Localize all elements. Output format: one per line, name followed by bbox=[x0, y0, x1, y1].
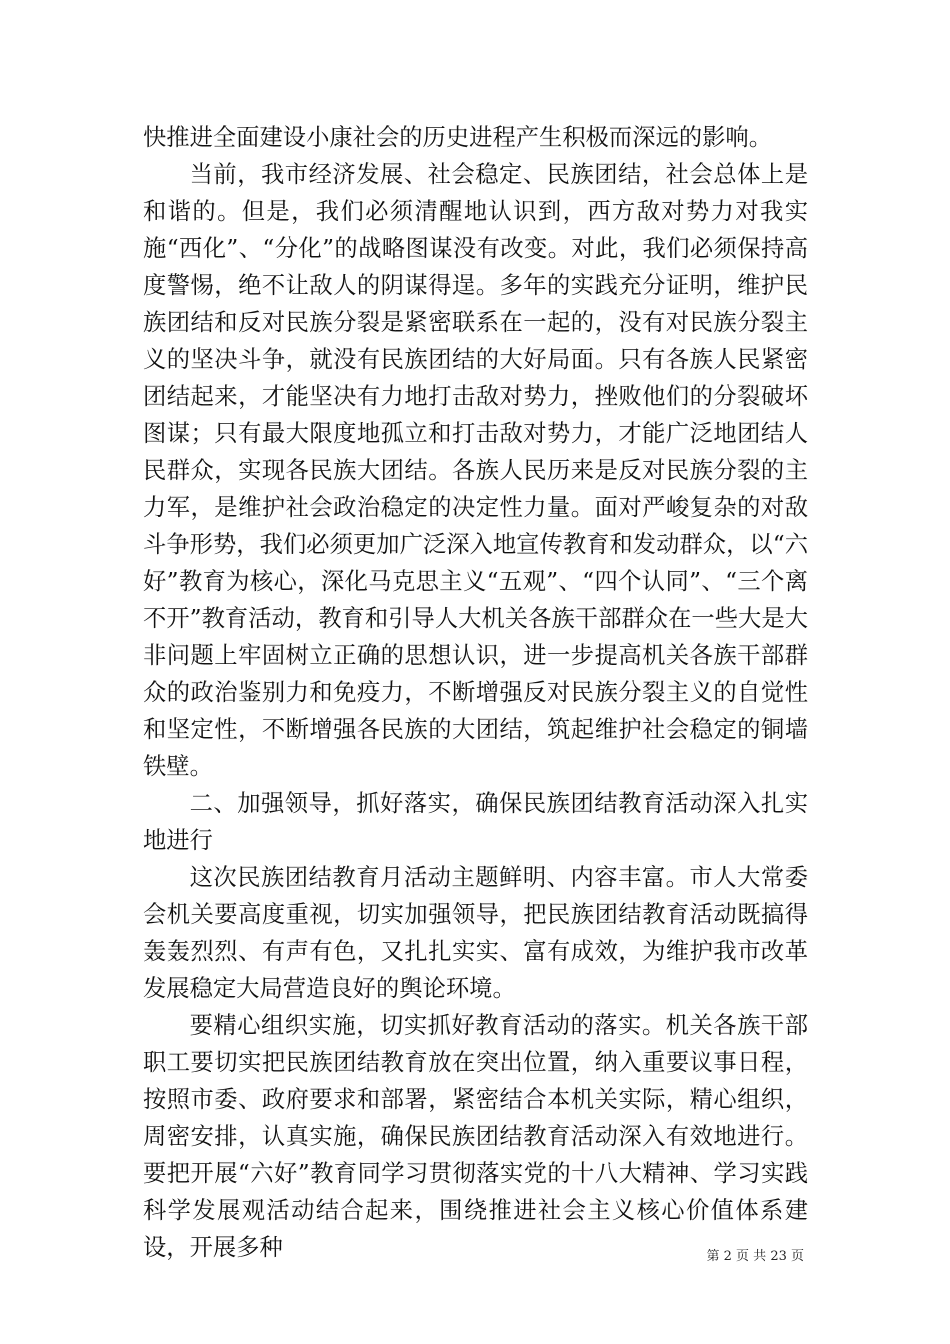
document-body bbox=[143, 119, 808, 1266]
section-heading-two: 二、加强领导，抓好落实，确保民族团结教育活动深入扎实地进行 bbox=[143, 790, 808, 854]
page-number-footer: 第 2 页 共 23 页 bbox=[706, 1249, 804, 1264]
paragraph-theme: 这次民族团结教育月活动主题鲜明、内容丰富。市人大常委会机关要高度重视，切实加强领导，把民族团结教育活动既搞得轰轰烈烈、有声有色，又扎扎实实、富有成效，为维护我市改革发展稳定大局营造良好的舆论环境。 bbox=[143, 864, 808, 1002]
paragraph-continued: 快推进全面建设小康社会的历史进程产生积极而深远的影响。 bbox=[143, 124, 773, 151]
paragraph-current-situation: 当前，我市经济发展、社会稳定、民族团结，社会总体上是和谐的。但是，我们必须清醒地认识到，西方敌对势力对我实施“西化”、“分化”的战略图谋没有改变。对此，我们必须保持高度警惕，绝不让敌人的阴谋得逞。多年的实践充分证明，维护民族团结和反对民族分裂是紧密联系在一起的，没有对民族分裂主义的坚决斗争，就没有民族团结的大好局面。只有各族人民紧密团结起来，才能坚决有力地打击敌对势力，挫败他们的分裂破坏图谋；只有最大限度地孤立和打击敌对势力，才能广泛地团结人民群众，实现各民族大团结。各族人民历来是反对民族分裂的主力军，是维护社会政治稳定的决定性力量。面对严峻复杂的对敌斗争形势，我们必须更加广泛深入地宣传教育和发动群众，以“六好”教育为核心，深化马克思主义“五观”、“四个认同”、“三个离不开”教育活动，教育和引导人大机关各族干部群众在一些大是大非问题上牢固树立正确的思想认识，进一步提高机关各族干部群众的政治鉴别力和免疫力，不断增强反对民族分裂主义的自觉性和坚定性，不断增强各民族的大团结，筑起维护社会稳定的铜墙铁壁。 bbox=[143, 161, 808, 780]
paragraph-organize: 要精心组织实施，切实抓好教育活动的落实。机关各族干部职工要切实把民族团结教育放在突出位置，纳入重要议事日程，按照市委、政府要求和部署，紧密结合本机关实际，精心组织，周密安排，认真实施，确保民族团结教育活动深入有效地进行。要把开展“六好”教育同学习贯彻落实党的十八大精神、学习实践科学发展观活动结合起来，围绕推进社会主义核心价值体系建设，开展多种 bbox=[143, 1012, 808, 1261]
